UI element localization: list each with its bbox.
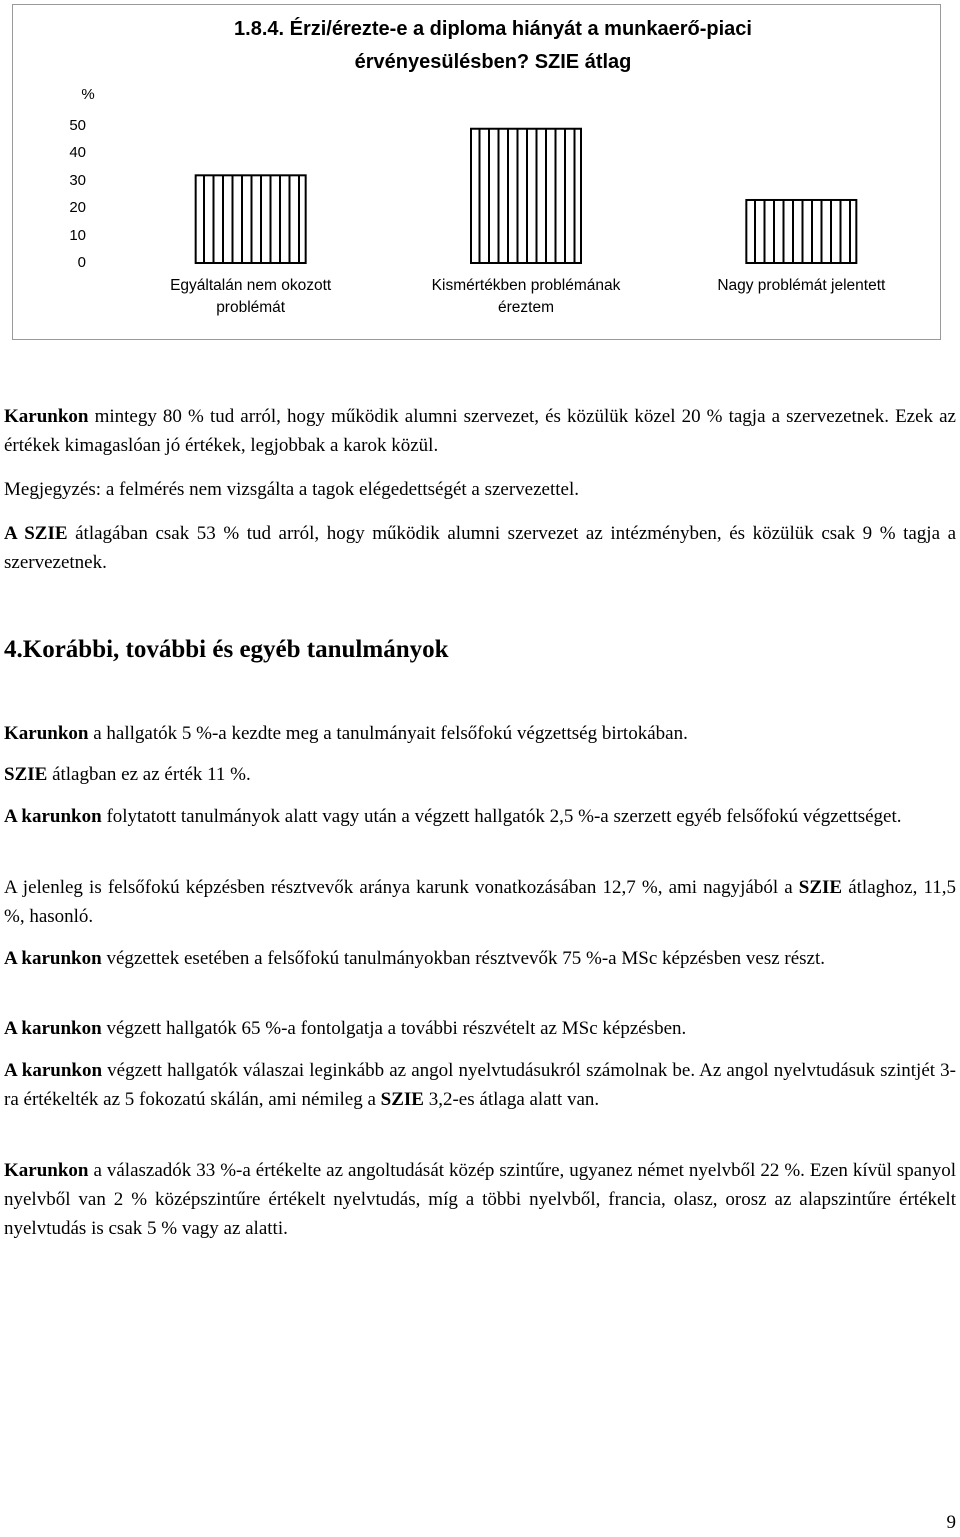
- bar-chart: [13, 5, 942, 341]
- paragraph-other-degree: [4, 802, 956, 831]
- section-heading: 4.Korábbi, további és egyéb tanulmányok: [4, 636, 449, 663]
- category-label-line: Egyáltalán nem okozott: [170, 277, 332, 294]
- y-tick-label: 50: [69, 117, 86, 134]
- lead-text: Karunkon: [4, 406, 89, 427]
- paragraph-msc-considering: [4, 1014, 956, 1043]
- paragraph-english-skills: [4, 1056, 956, 1114]
- chart-title-line2: érvényesülésben? SZIE átlag: [354, 51, 632, 73]
- body-text: a válaszadók 33 %-a értékelte az angoltudását közép szintűre, ugyanez német nyelvből 22 %. Ezen kívül spanyol nyelvből van 2 % középszintűre értékelt nyelvtudás, míg a többi nyelvből, francia, olasz, orosz az alapszintűre értékelt nyelvtudás is csak 5 % vagy az alatti.: [4, 1160, 956, 1239]
- lead-text: A karunkon: [4, 948, 102, 969]
- y-tick-label: 10: [69, 226, 86, 244]
- body-text: végzett hallgatók válaszai leginkább az angol nyelvtudásukról számolnak be. Az angol nyelvtudásuk szintjét 3-ra értékelték az 5 fokozatú skálán, ami némileg a: [4, 1060, 956, 1110]
- body-text: végzett hallgatók 65 %-a fontolgatja a további részvételt az MSc képzésben.: [101, 1018, 687, 1039]
- body-text: átlagában csak 53 % tud arról, hogy működik alumni szervezet az intézményben, és közülük csak 9 % tagja a szervezetnek.: [4, 523, 957, 573]
- category-label-line: Kismértékben problémának: [431, 277, 621, 294]
- bar: [746, 200, 856, 263]
- body-text: átlagban ez az érték 11 %.: [47, 764, 251, 785]
- body-text: Megjegyzés: a felmérés nem vizsgálta a tagok elégedettségét a szervezettel.: [4, 479, 580, 500]
- body-text: folytatott tanulmányok alatt vagy után a végzett hallgatók 2,5 %-a szerzett egyéb felsőfokú végzettséget.: [101, 806, 902, 827]
- lead-text-2: SZIE: [798, 877, 843, 898]
- chart-frame: [12, 4, 941, 340]
- paragraph-szie-average: [4, 760, 956, 789]
- body-text-2: 3,2-es átlaga alatt van.: [423, 1089, 600, 1110]
- body-text-2: átlaghoz, 11,5 %, hasonló.: [4, 877, 956, 927]
- category-label-line: Nagy problémát jelentett: [717, 277, 886, 294]
- body-text: végzettek esetében a felsőfokú tanulmányokban résztvevők 75 %-a MSc képzésben vesz részt.: [101, 948, 826, 969]
- body-text: mintegy 80 % tud arról, hogy működik alumni szervezet, és közülük közel 20 % tagja a szervezetnek. Ezek az értékek kimagaslóan jó értékek, legjobbak a karok közül.: [4, 406, 956, 456]
- paragraph-msc-participants: [4, 944, 956, 973]
- chart-title-line1: 1.8.4. Érzi/érezte-e a diploma hiányát a munkaerő-piaci: [234, 18, 752, 40]
- y-tick-label: 30: [69, 171, 86, 189]
- page-number: 9: [946, 1512, 956, 1533]
- body-text: a hallgatók 5 %-a kezdte meg a tanulmányait felsőfokú végzettség birtokában.: [88, 723, 688, 744]
- lead-text: Karunkon: [4, 723, 89, 744]
- category-label-line: éreztem: [498, 299, 554, 316]
- y-tick-label: 0: [77, 254, 86, 271]
- y-tick-label: 20: [69, 199, 86, 217]
- lead-text: A karunkon: [4, 1060, 103, 1081]
- lead-text: A karunkon: [4, 1018, 102, 1039]
- paragraph-note: [4, 475, 956, 504]
- bar: [471, 129, 581, 263]
- lead-text-2: SZIE: [380, 1089, 424, 1110]
- y-tick-label: 40: [69, 144, 86, 162]
- body-text: A jelenleg is felsőfokú képzésben résztvevők aránya karunk vonatkozásában 12,7 %, ami nagyjából a: [4, 877, 799, 898]
- paragraph-language-levels: [4, 1156, 956, 1243]
- paragraph-previous-studies: [4, 719, 956, 748]
- paragraph-alumni-karunkon: [4, 402, 956, 460]
- paragraph-current-participants: [4, 873, 956, 931]
- lead-text: A karunkon: [4, 806, 102, 827]
- paragraph-alumni-szie: [4, 519, 956, 577]
- category-label-line: problémát: [216, 299, 286, 316]
- lead-text: A SZIE: [4, 523, 68, 544]
- lead-text: Karunkon: [4, 1160, 89, 1181]
- lead-text: SZIE: [4, 764, 48, 785]
- y-axis-label: %: [81, 86, 95, 103]
- bar: [196, 175, 306, 263]
